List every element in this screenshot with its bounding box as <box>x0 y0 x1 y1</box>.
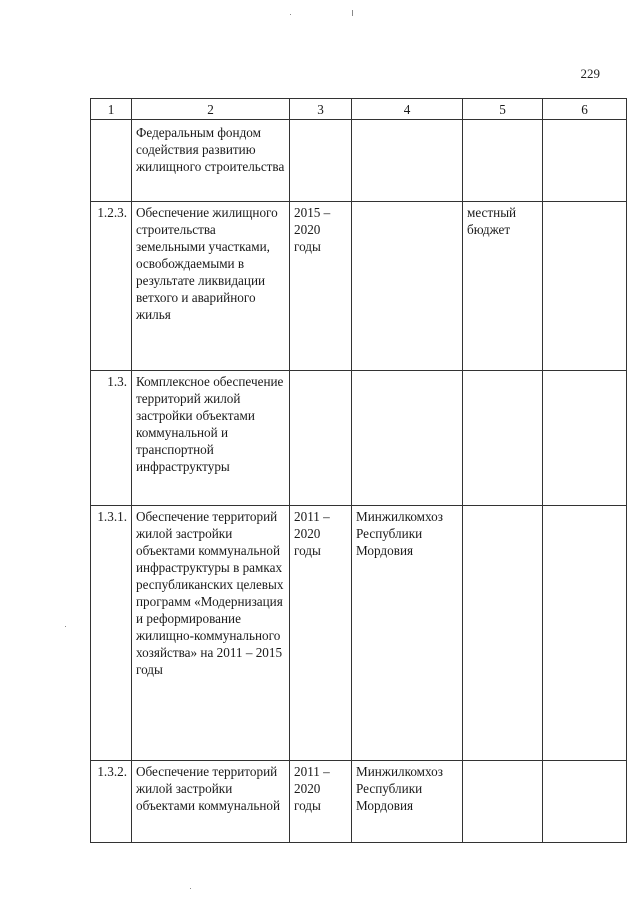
table-row <box>91 506 627 761</box>
row-number <box>91 120 132 202</box>
row-number: 1.3.2. <box>91 761 132 843</box>
row-name: Обеспечение территорий жилой застройки объектами коммунальной <box>132 761 290 843</box>
table-row <box>91 202 627 371</box>
row-executor <box>352 202 463 371</box>
row-note <box>543 120 627 202</box>
program-table <box>90 98 627 843</box>
header-cell-5: 5 <box>463 99 543 120</box>
scan-speck <box>352 10 353 16</box>
row-note <box>543 371 627 506</box>
row-name: Федеральным фондом содействия развитию жилищного строительства <box>132 120 290 202</box>
row-period: 2015 – 2020 годы <box>290 202 352 371</box>
scan-speck <box>65 626 66 627</box>
table-row <box>91 761 627 843</box>
row-executor: Минжилкомхоз Республики Мордовия <box>352 761 463 843</box>
table-row <box>91 371 627 506</box>
row-period: 2011 – 2020 годы <box>290 761 352 843</box>
row-name: Комплексное обеспечение территорий жилой застройки объектами коммунальной и транспортной инфраструктуры <box>132 371 290 506</box>
scan-speck <box>290 14 291 15</box>
table-header-row <box>91 99 627 120</box>
row-executor <box>352 371 463 506</box>
row-executor <box>352 120 463 202</box>
row-number: 1.3.1. <box>91 506 132 761</box>
header-cell-3: 3 <box>290 99 352 120</box>
header-cell-6: 6 <box>543 99 627 120</box>
page-number: 229 <box>580 66 600 81</box>
row-period <box>290 371 352 506</box>
row-number: 1.2.3. <box>91 202 132 371</box>
header-cell-1: 1 <box>91 99 132 120</box>
row-source <box>463 371 543 506</box>
row-source <box>463 120 543 202</box>
row-source: местный бюджет <box>463 202 543 371</box>
header-cell-2: 2 <box>132 99 290 120</box>
row-source <box>463 506 543 761</box>
header-cell-4: 4 <box>352 99 463 120</box>
row-period <box>290 120 352 202</box>
table-row <box>91 120 627 202</box>
row-note <box>543 202 627 371</box>
scan-speck <box>190 888 191 889</box>
row-name: Обеспечение территорий жилой застройки объектами коммунальной инфраструктуры в рамках республиканских целевых программ «Модернизация и реформирование жилищно-коммунального хозяйства» на 2011 – 2015 годы <box>132 506 290 761</box>
row-period: 2011 – 2020 годы <box>290 506 352 761</box>
row-note <box>543 761 627 843</box>
row-number: 1.3. <box>91 371 132 506</box>
row-note <box>543 506 627 761</box>
row-source <box>463 761 543 843</box>
row-executor: Минжилкомхоз Республики Мордовия <box>352 506 463 761</box>
row-name: Обеспечение жилищного строительства земельными участками, освобождаемыми в результате ликвидации ветхого и аварийного жилья <box>132 202 290 371</box>
